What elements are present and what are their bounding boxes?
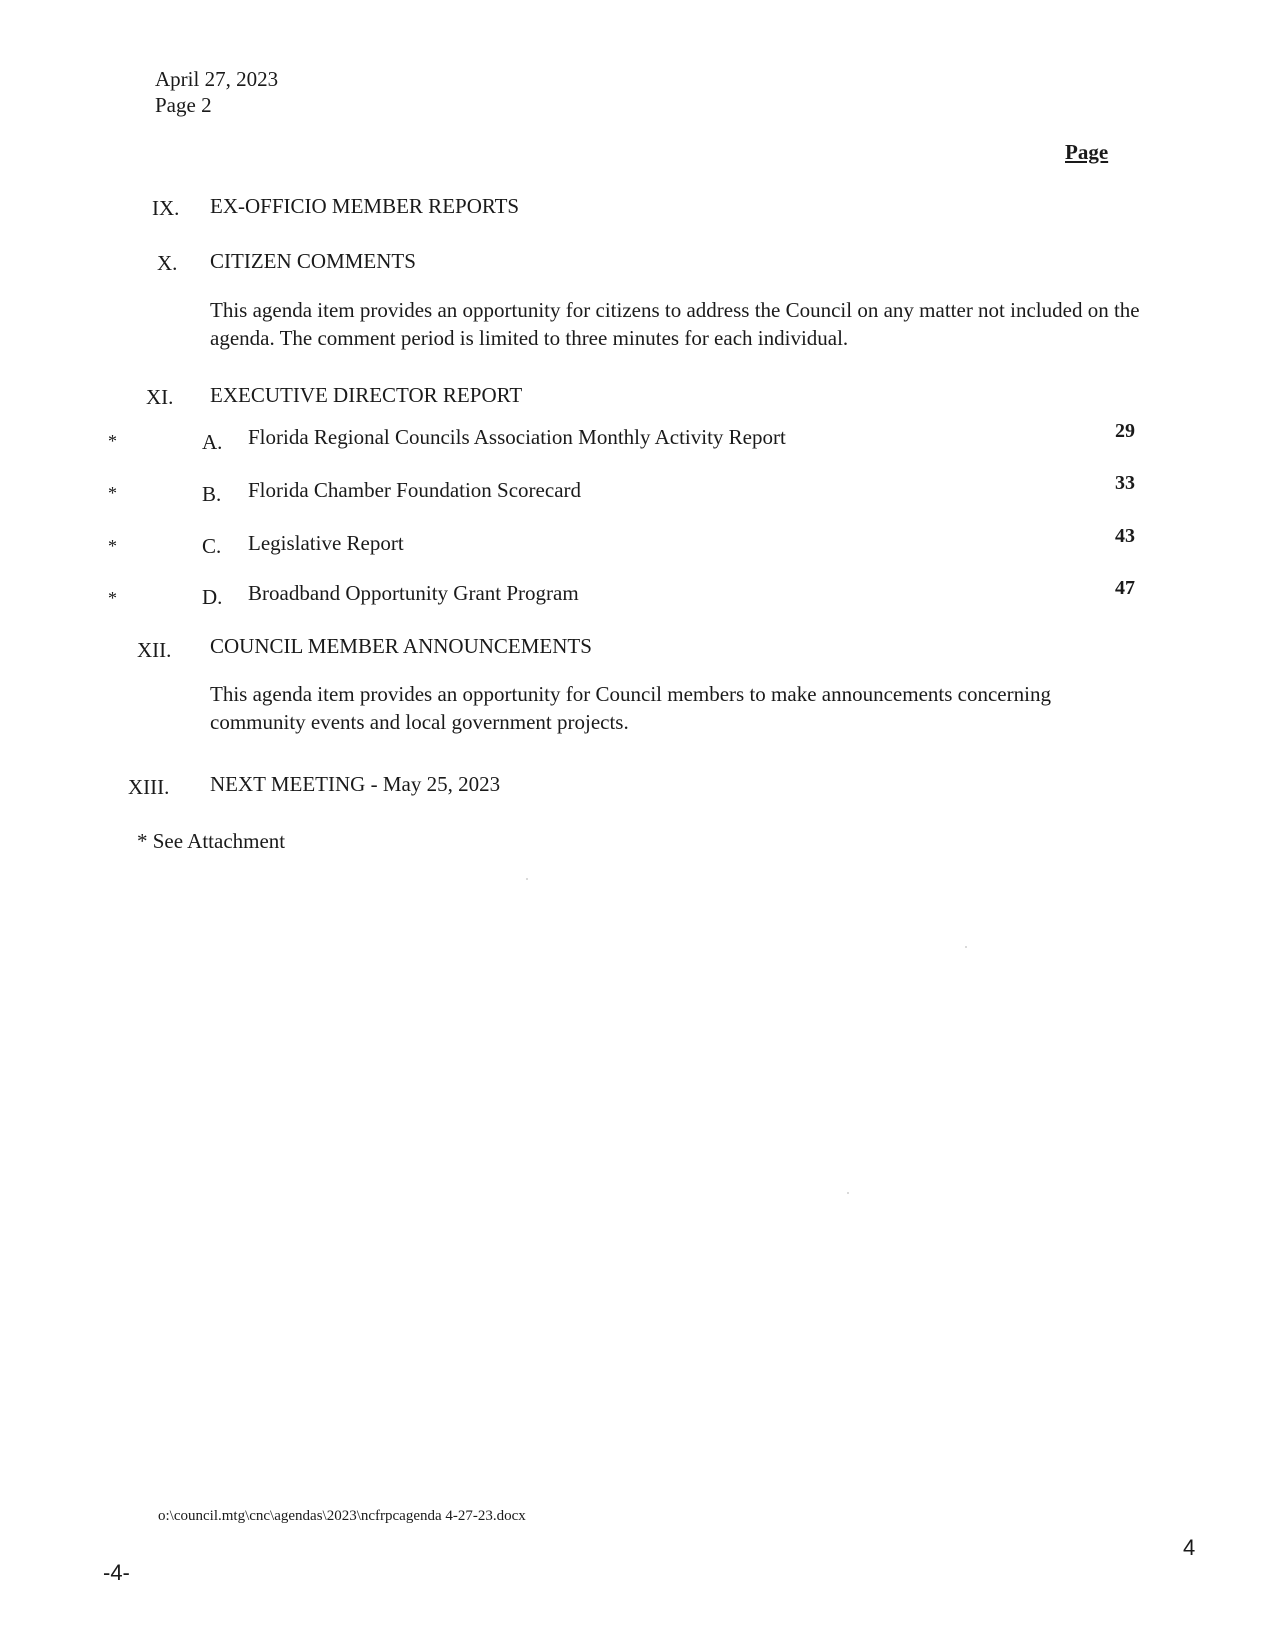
announcements-description: This agenda item provides an opportunity for Council members to make announcements concerning community events and local government projects. [210, 682, 1051, 734]
section-title-xii: COUNCIL MEMBER ANNOUNCEMENTS [210, 634, 592, 658]
section-numeral-x: X. [157, 251, 178, 275]
attachment-footnote: * See Attachment [137, 829, 286, 853]
item-title: Legislative Report [248, 531, 404, 555]
item-page-number: 47 [1115, 577, 1135, 599]
section-numeral-xi: XI. [146, 385, 174, 409]
file-path: o:\council.mtg\cnc\agendas\2023\ncfrpcagenda 4-27-23.docx [158, 1508, 526, 1524]
item-title: Florida Chamber Foundation Scorecard [248, 478, 582, 502]
section-numeral-ix: IX. [152, 196, 180, 220]
item-letter: C. [202, 534, 222, 558]
item-page-number: 33 [1115, 472, 1135, 494]
page-column-heading: Page [1065, 140, 1109, 164]
scan-speck [847, 1192, 849, 1194]
citizen-comments-description: This agenda item provides an opportunity for citizens to address the Council on any matter not included on the agenda. The comment period is limited to three minutes for each individual. [210, 298, 1140, 350]
attachment-marker: * [108, 588, 117, 608]
attachment-marker: * [108, 431, 117, 451]
attachment-marker: * [108, 536, 117, 556]
section-numeral-xiii: XIII. [128, 775, 170, 799]
section-title-x: CITIZEN COMMENTS [210, 249, 416, 273]
item-title: Broadband Opportunity Grant Program [248, 581, 579, 605]
scan-speck [965, 946, 967, 948]
meeting-date: April 27, 2023 [155, 67, 279, 91]
item-title: Florida Regional Councils Association Monthly Activity Report [248, 425, 786, 449]
item-letter: B. [202, 482, 222, 506]
item-page-number: 29 [1115, 420, 1135, 442]
section-title-xiii: NEXT MEETING - May 25, 2023 [210, 772, 501, 796]
section-title-xi: EXECUTIVE DIRECTOR REPORT [210, 383, 523, 407]
document-header [155, 66, 278, 118]
page-label: Page 2 [155, 93, 212, 117]
section-title-ix: EX-OFFICIO MEMBER REPORTS [210, 194, 520, 218]
scan-speck [526, 878, 528, 880]
item-page-number: 43 [1115, 525, 1135, 547]
page-number-left: -4- [103, 1560, 130, 1585]
attachment-marker: * [108, 483, 117, 503]
item-letter: D. [202, 585, 223, 609]
item-letter: A. [202, 430, 223, 454]
section-numeral-xii: XII. [137, 638, 172, 662]
page-number-right: 4 [1183, 1535, 1196, 1560]
